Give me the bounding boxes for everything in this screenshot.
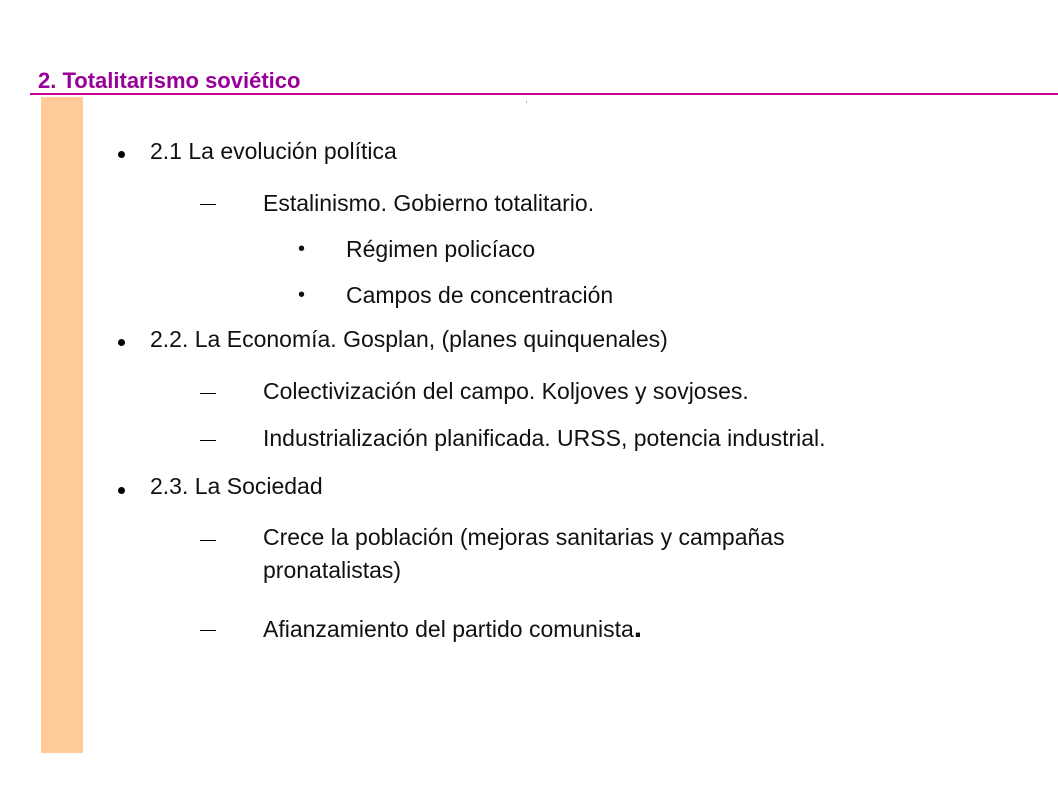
dash-bullet-icon	[200, 630, 216, 631]
slide-title: 2. Totalitarismo soviético	[38, 68, 301, 93]
section-heading-sociedad: 2.3. La Sociedad	[150, 473, 323, 499]
dot-bullet-icon: •	[298, 238, 306, 260]
decorative-speck	[526, 101, 527, 103]
section-heading-politica: 2.1 La evolución política	[150, 138, 397, 164]
list-item-afianzamiento-period: .	[633, 611, 643, 644]
dash-bullet-icon	[200, 204, 216, 205]
dash-bullet-icon	[200, 393, 216, 394]
side-accent-band	[41, 97, 83, 753]
section-bullet-icon	[118, 339, 125, 346]
section-heading-economia: 2.2. La Economía. Gosplan, (planes quinquenales)	[150, 326, 668, 352]
list-item-industrializacion: Industrialización planificada. URSS, potencia industrial.	[263, 425, 826, 451]
dot-bullet-icon: •	[298, 284, 306, 306]
list-subitem-campos: Campos de concentración	[346, 282, 614, 308]
list-subitem-regimen: Régimen policíaco	[346, 236, 536, 262]
dash-bullet-icon	[200, 540, 216, 541]
dash-bullet-icon	[200, 440, 216, 441]
list-item-afianzamiento-text: Afianzamiento del partido comunista	[263, 616, 634, 642]
list-item-afianzamiento	[263, 611, 643, 644]
list-item-colectivizacion: Colectivización del campo. Koljoves y sovjoses.	[263, 378, 749, 404]
list-item-poblacion-line2: pronatalistas)	[263, 557, 402, 583]
title-underline	[30, 93, 1058, 95]
list-item-estalinismo: Estalinismo. Gobierno totalitario.	[263, 190, 595, 216]
section-bullet-icon	[118, 487, 125, 494]
list-item-poblacion-line1: Crece la población (mejoras sanitarias y campañas	[263, 524, 785, 550]
section-bullet-icon	[118, 151, 125, 158]
